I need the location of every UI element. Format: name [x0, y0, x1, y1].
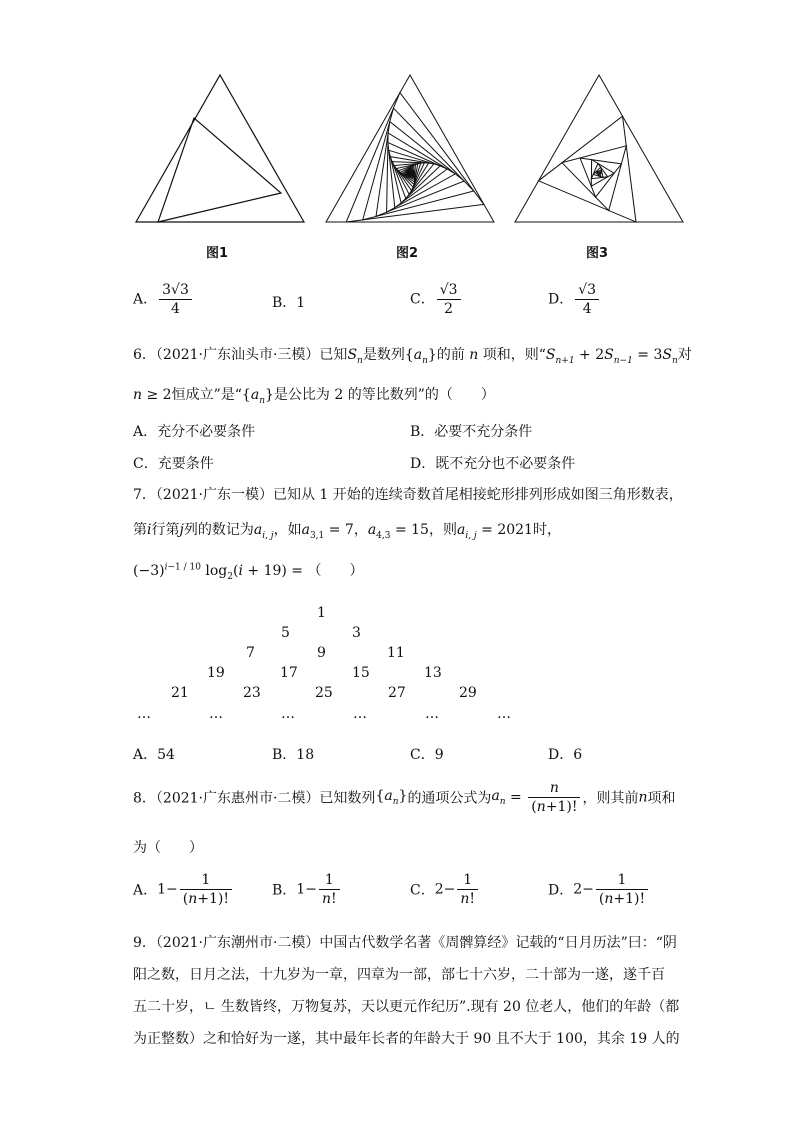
q7-option-b: B．18	[272, 747, 315, 763]
q8-line2: 为（ ）	[133, 840, 203, 856]
tri-r6-c3: …	[281, 706, 295, 722]
tri-r3-c1: 7	[246, 645, 255, 661]
q8-option-d: D．2− $\frac{1}{(n+1)!}$	[548, 872, 650, 907]
q7-option-d: D．6	[548, 747, 583, 763]
figure-2	[326, 75, 494, 222]
figure-1	[136, 75, 304, 222]
q6-option-b: B．必要不充分条件	[410, 424, 533, 440]
q6-option-a: A．充分不必要条件	[133, 424, 256, 440]
tri-r5-c5: 29	[459, 685, 477, 701]
q9-line3: 五二十岁，ㄴ 生数皆终，万物复苏，天以更元作纪历”.现有 20 位老人，他们的年龄（都	[133, 999, 680, 1015]
q7-option-a: A．54	[133, 747, 175, 763]
q9-line1: 9．（2021·广东潮州市·二模）中国古代数学名著《周髀算经》记载的“日月历法”曰：“阴	[133, 935, 677, 951]
tri-r6-c2: …	[209, 706, 223, 722]
q9-line4: 为正整数）之和恰好为一遂，其中最年长者的年龄大于 90 且不大于 100，其余 19 人的	[133, 1031, 680, 1047]
q7-line2: 第i行第j列的数记为$a_{i, j}$，如$a_{3,1} = 7$，$a_{4,3} = 15$，则$a_{i, j} = 2021$时，	[133, 522, 561, 541]
figure-caption-1: 图1	[206, 246, 229, 261]
tri-r6-c6: …	[497, 706, 511, 722]
tri-r1-c1: 1	[317, 605, 326, 621]
tri-r5-c3: 25	[315, 685, 333, 701]
tri-r6-c4: …	[353, 706, 367, 722]
q9-line2: 阳之数，日月之法，十九岁为一章，四章为一部，部七十六岁，二十部为一遂，遂千百	[133, 967, 665, 983]
q8-line1: 8．（2021·广东惠州市·二模）已知数列$\{a_n\}$的通项公式为$a_n$ = $\frac{n}{(n+1)!}$ ，则其前n项和	[133, 780, 676, 815]
figure-3	[515, 75, 683, 222]
q7-expression: $(-3)^{i-1 / 10}$ $\log_2(i + 19)$ = （ ）	[133, 562, 364, 582]
tri-r3-c2: 9	[317, 645, 326, 661]
q6-line2: n ≥ 2恒成立”是“$\{a_n\}$是公比为 2 的等比数列”的（ ）	[133, 387, 495, 406]
tri-r3-c3: 11	[387, 645, 405, 661]
tri-r2-c2: 3	[352, 625, 361, 641]
q7-option-c: C．9	[410, 747, 444, 763]
q5-option-a: A． $\frac{3√3}{4}$	[133, 282, 194, 317]
figure-caption-3: 图3	[586, 246, 609, 261]
q8-option-a: A．1− $\frac{1}{(n+1)!}$	[133, 872, 234, 907]
tri-r6-c5: …	[425, 706, 439, 722]
tri-r5-c2: 23	[243, 685, 261, 701]
q6-line1: 6．（2021·广东汕头市·三模）已知$S_n$是数列$\{a_n\}$的前 n 项和，则“$S_{n+1} + 2S_{n-1} = 3S_n$对	[133, 347, 692, 366]
figure-caption-2: 图2	[396, 246, 419, 261]
q8-option-b: B．1− $\frac{1}{n!}$	[272, 872, 342, 907]
q5-option-c: C． $\frac{√3}{2}$	[410, 282, 463, 317]
q6-option-c: C．充要条件	[133, 456, 214, 472]
tri-r4-c2: 17	[280, 665, 298, 681]
tri-r6-c1: …	[137, 706, 151, 722]
tri-r4-c1: 19	[207, 665, 225, 681]
q5-option-d: D． $\frac{√3}{4}$	[548, 282, 601, 317]
q7-line1: 7．（2021·广东一模）已知从 1 开始的连续奇数首尾相接蛇形排列形成如图三角形数表，	[133, 487, 683, 503]
tri-r4-c4: 13	[424, 665, 442, 681]
tri-r5-c4: 27	[388, 685, 406, 701]
tri-r5-c1: 21	[171, 685, 189, 701]
q6-option-d: D．既不充分也不必要条件	[410, 456, 576, 472]
q5-option-b: B．1	[272, 295, 306, 311]
tri-r4-c3: 15	[352, 665, 370, 681]
q8-option-c: C．2− $\frac{1}{n!}$	[410, 872, 480, 907]
tri-r2-c1: 5	[281, 625, 290, 641]
figure-triangles	[0, 0, 794, 240]
